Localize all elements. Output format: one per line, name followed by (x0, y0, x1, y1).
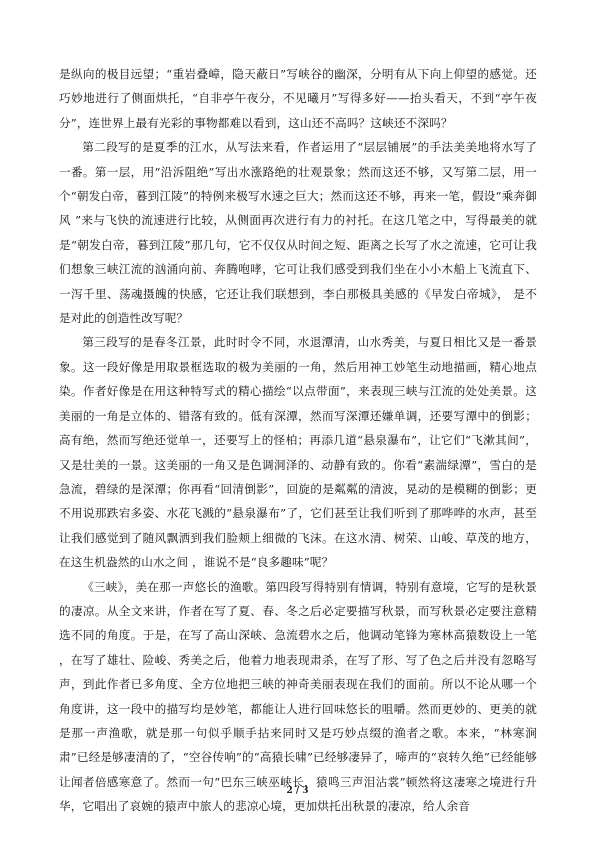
paragraph-3: 第三段写的是春冬江景，此时时令不同，水退潭清，山水秀美，与夏日相比又是一番景象。这一段好像是用取景框选取的极为美丽的一角，然后用神工妙笔生动地描画，精心地点染。作者好像是在用这种特写式的精心描绘“以点带面”，来表现三峡与江流的处处美景。这美丽的一角是立体的、错落有致的。低有深潭，然而写深潭还嫌单调，还要写潭中的倒影；高有绝，然而写绝还觉单一，还要写上的怪柏；再添几道“悬泉瀑布”，让它们“飞漱其间”，又是壮美的一景。这美丽的一角又是色调洞泽的、动静有致的。你看“素湍绿潭”，雪白的是急流，碧绿的是深潭；你再看“回清倒影”，回旋的是粼粼的清波，晃动的是模糊的倒影；更不用说那跌宕多姿、水花飞溅的“悬泉瀑布”了，它们甚至让我们听到了那哗哗的水声，甚至让我们感觉到了随风飘洒到我们脸颊上细微的飞沫。在这水清、树荣、山峻、草茂的地方，在这生机盎然的山水之间 ，谁说不是“良多趣味”呢？ (59, 335, 537, 570)
paragraph-4: 《三峡》，美在那一声悠长的渔歌。第四段写得特别有情调，特别有意境，它写的是秋景的凄凉。从全文来讲，作者在写了夏、春、冬之后必定要描写秋景，而写秋景必定要注意精选不同的角度。于是，在写了高山深峡、急流碧水之后，他调动笔锋为寒林高猿数设上一笔 ，在写了雄壮、险峻、秀美之后，他着力地表现肃杀，在写了形、写了色之后并没有忽略写声，到此作者已多角度、全方位地把三峡的神奇美丽表现在我们的面前。所以不论从哪一个角度讲，这一段中的描写均是妙笔，都能让人进行回味悠长的咀嚼。然而更妙的、更美的就是那一声渔歌，就是那一句似乎顺手拈来同时又是巧妙点缀的渔者之歌。本来，“林寒涧肃”已经是够凄清的了，“空谷传响”的“高猿长啸”已经够凄异了，啼声的“哀转久绝”已经能够让闻者倍感寒意了。然而一句“巴东三峡巫峡长，猿鸣三声泪沾裳”顿然将这凄寒之境进行升华，它唱出了哀婉的猿声中旅人的悲凉心境，更加烘托出秋景的凄凉，给人余音 (59, 579, 537, 814)
document-body (59, 62, 537, 819)
page-number: 2 / 3 (286, 786, 309, 796)
paragraph-2: 第二段写的是夏季的江水，从写法来看，作者运用了“层层铺展”的手法美美地将水写了一番。第一层，用“沿泝阻绝”写出水涨路绝的壮观景象；然而这还不够，又写第二层，用一个“朝发白帝，暮到江陵”的特例来极写水速之巨大；然而这还不够，再来一笔，假设“乘奔御风 ”来与飞快的流速进行比较，从侧面再次进行有力的衬托。在这几笔之中，写得最美的就是“朝发白帝，暮到江陵”那几句，它不仅仅从时间之短、距离之长写了水之流速，它可让我们想象三峡江流的汹涌向前、奔腾咆哮，它可让我们感受到我们坐在小小木船上飞流直下、一泻千里、荡魂摄魄的快感，它还让我们联想到，李白那极具美感的《早发白帝城》， 是不是对此的创造性改写呢？ (59, 140, 537, 326)
paragraph-1: 是纵向的极目远望；“重岩叠嶂，隐天蔽日”写峡谷的幽深，分明有从下向上仰望的感觉。还巧妙地进行了侧面烘托，“自非亭午夜分，不见曦月”写得多好——抬头看天，不到“亭午夜分”，连世界上最有光彩的事物都难以看到，这山还不高吗？这峡还不深吗？ (59, 67, 537, 130)
